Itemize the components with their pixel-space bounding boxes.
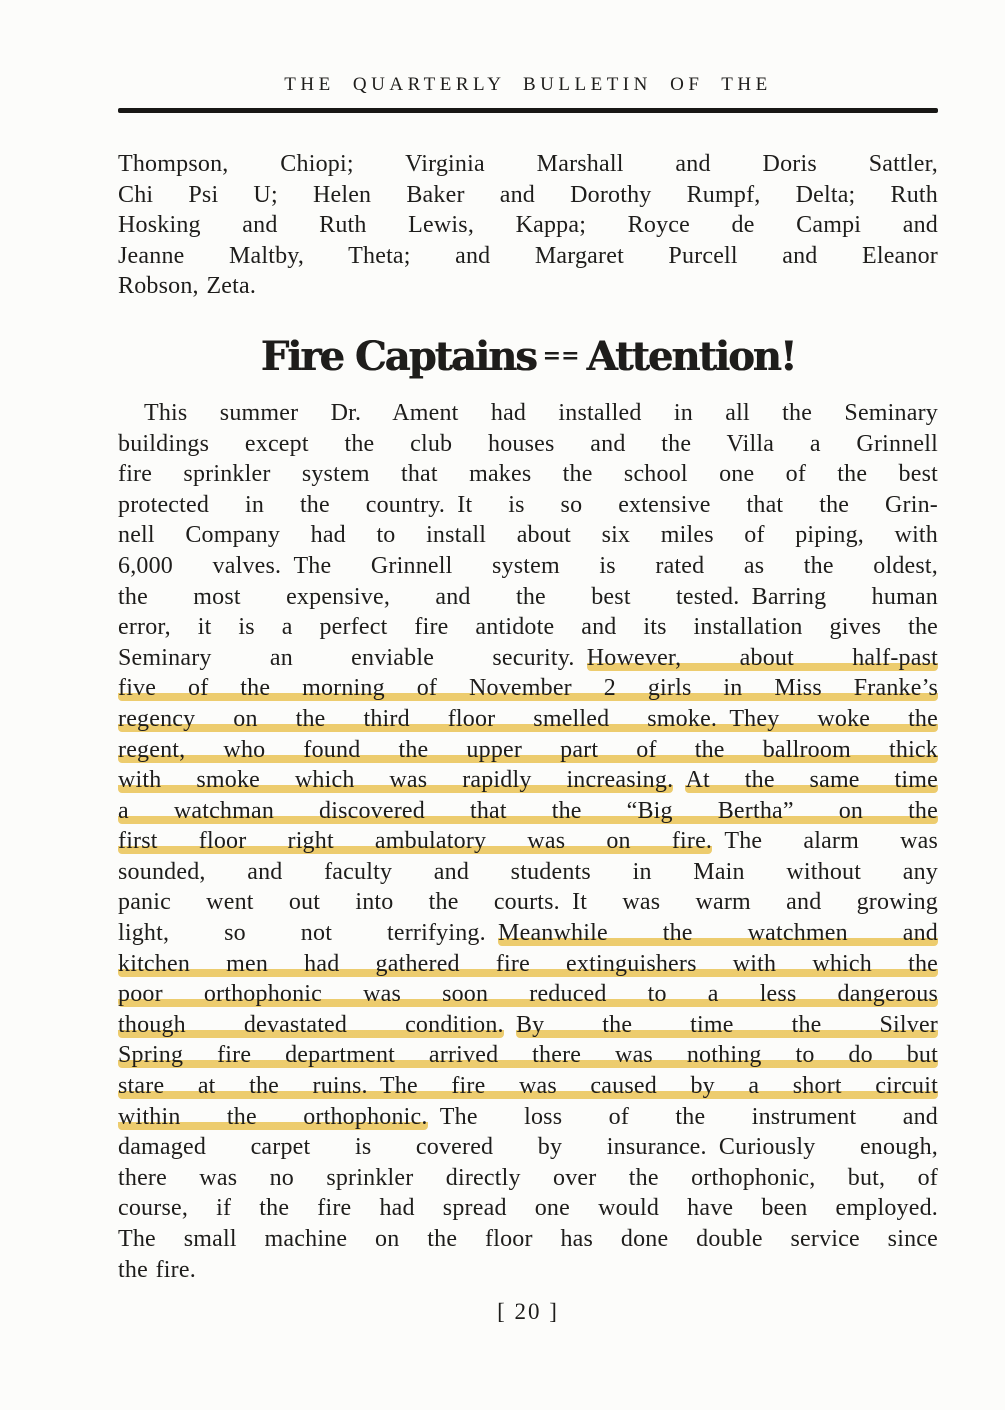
text-line <box>118 826 938 857</box>
intro-paragraph <box>118 149 938 302</box>
highlighted-text: regent, who found the upper part of the ballroom thick <box>118 736 938 763</box>
highlighted-text: At the same time <box>685 767 938 794</box>
text-line <box>118 459 938 490</box>
text-segment: buildings except the club houses and the Villa a Grinnell <box>118 430 938 457</box>
text-segment: error, it is a perfect fire antidote and its installation gives the <box>118 614 938 641</box>
text-segment: damaged carpet is covered by insurance. Curiously enough, <box>118 1134 938 1161</box>
highlighted-text: Spring fire department arrived there was nothing to do but <box>118 1042 938 1069</box>
text-line <box>118 1224 938 1255</box>
text-line <box>118 979 938 1010</box>
text-line <box>118 949 938 980</box>
text-segment: Thompson, Chiopi; Virginia Marshall and Doris Sattler, <box>118 151 938 177</box>
text-segment: fire sprinkler system that makes the school one of the best <box>118 461 938 488</box>
text-line <box>118 429 938 460</box>
highlighted-text: stare at the ruins. The fire was caused by a short circuit <box>118 1073 938 1100</box>
text-segment: Hosking and Ruth Lewis, Kappa; Royce de Campi and <box>118 212 938 239</box>
text-line <box>118 582 938 613</box>
highlighted-text: first floor right ambulatory was on fire. <box>118 828 713 855</box>
text-segment: there was no sprinkler directly over the orthophonic, but, of <box>118 1164 938 1191</box>
text-line <box>118 1132 938 1163</box>
text-segment <box>504 1012 516 1038</box>
text-segment <box>673 767 685 793</box>
text-line <box>118 735 938 766</box>
text-line <box>118 857 938 888</box>
text-line <box>118 1071 938 1102</box>
text-line <box>118 1255 938 1286</box>
article-title-tail: Attention! <box>586 332 796 380</box>
text-line <box>118 796 938 827</box>
text-segment: panic went out into the courts. It was warm and growing <box>118 889 938 916</box>
highlighted-text: a watchman discovered that the “Big Bertha” on the <box>118 797 938 824</box>
text-line <box>118 704 938 735</box>
text-segment: Robson, Zeta. <box>118 273 257 300</box>
text-line <box>118 271 938 302</box>
text-line <box>118 1193 938 1224</box>
highlighted-text: within the orthophonic. <box>118 1103 428 1130</box>
text-line <box>118 887 938 918</box>
text-segment: light, so not terrifying. <box>118 920 499 947</box>
text-segment: Chi Psi U; Helen Baker and Dorothy Rumpf, Delta; Ruth <box>118 181 938 208</box>
highlighted-text: Meanwhile the watchmen and <box>498 920 938 947</box>
text-segment: The loss of the instrument and <box>427 1103 938 1130</box>
text-segment: The small machine on the floor has done double service since <box>118 1226 938 1252</box>
text-line <box>118 1102 938 1133</box>
highlighted-text: However, about half-past <box>586 644 938 671</box>
text-line <box>118 210 938 241</box>
text-line <box>118 520 938 551</box>
text-segment: This summer Dr. Ament had installed in all the Seminary <box>144 399 938 426</box>
text-line <box>118 241 938 272</box>
article-body <box>118 398 938 1285</box>
article-title-main: Fire Captains <box>260 332 536 380</box>
text-line <box>118 149 938 180</box>
text-segment: Seminary an enviable security. <box>118 644 587 671</box>
text-segment: The alarm was <box>712 828 938 855</box>
text-line <box>118 1040 938 1071</box>
text-segment: the fire. <box>118 1256 196 1283</box>
text-segment: Jeanne Maltby, Theta; and Margaret Purcell and Eleanor <box>118 242 938 269</box>
running-header: THE QUARTERLY BULLETIN OF THE <box>284 74 772 95</box>
text-line <box>118 1010 938 1041</box>
article-title <box>118 332 938 381</box>
text-line <box>118 398 938 429</box>
highlighted-text: kitchen men had gathered fire extinguishers with which the <box>118 950 938 977</box>
highlighted-text: regency on the third floor smelled smoke. They woke the <box>118 705 938 732</box>
text-segment: the most expensive, and the best tested. Barring human <box>118 583 938 610</box>
text-line <box>118 1163 938 1194</box>
highlighted-text: though devastated condition. <box>118 1011 504 1038</box>
text-line <box>118 490 938 521</box>
highlighted-text: poor orthophonic was soon reduced to a less dangerous <box>118 981 938 1008</box>
text-line <box>118 918 938 949</box>
header-rule <box>118 108 938 113</box>
text-line <box>118 765 938 796</box>
text-line <box>118 612 938 643</box>
text-line <box>118 551 938 582</box>
text-line <box>118 673 938 704</box>
text-segment: protected in the country. It is so extensive that the Grin- <box>118 491 938 518</box>
highlighted-text: five of the morning of November 2 girls in Miss Franke’s <box>118 675 938 702</box>
text-segment: 6,000 valves. The Grinnell system is rated as the oldest, <box>118 552 938 579</box>
highlighted-text: with smoke which was rapidly increasing. <box>118 767 674 794</box>
text-segment: sounded, and faculty and students in Main without any <box>118 858 938 885</box>
text-segment: course, if the fire had spread one would have been employed. <box>118 1195 938 1222</box>
text-line <box>118 643 938 674</box>
page-number: [ 20 ] <box>497 1299 559 1325</box>
text-segment: nell Company had to install about six miles of piping, with <box>118 522 938 549</box>
article-title-separator: == <box>542 342 580 369</box>
highlighted-text: By the time the Silver <box>515 1011 938 1038</box>
text-line <box>118 180 938 211</box>
